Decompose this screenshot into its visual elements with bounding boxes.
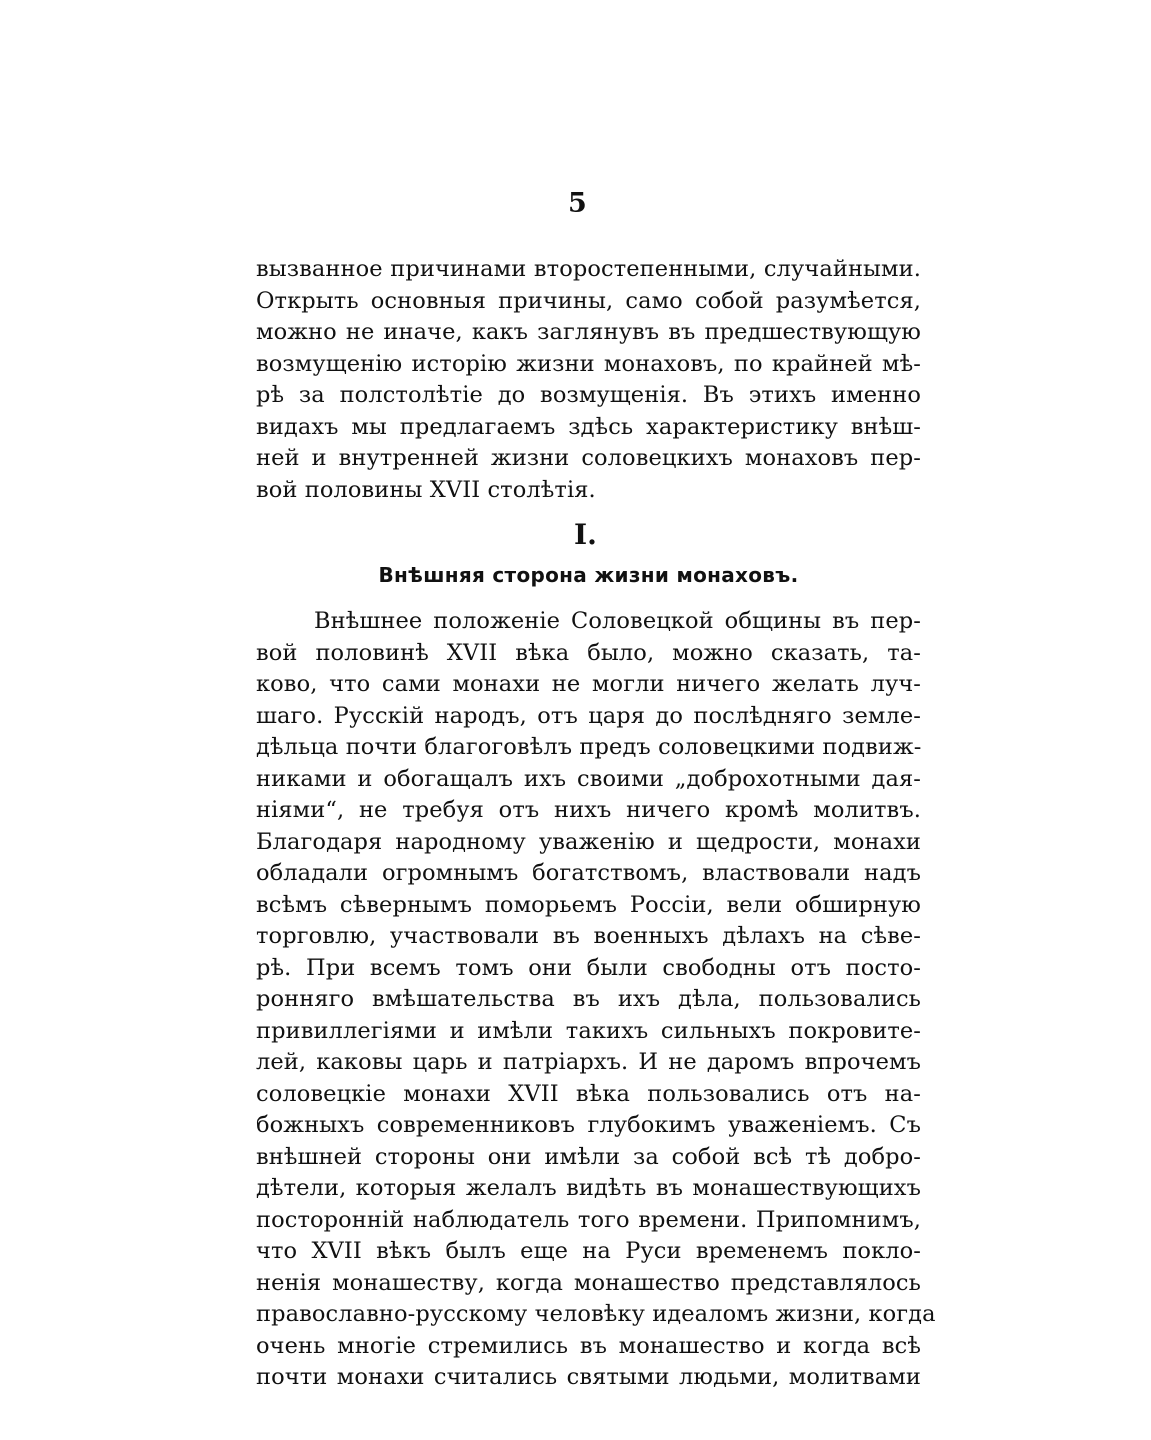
text-line: торговлю, участвовали въ военныхъ дѣлахъ на сѣве-: [256, 923, 921, 949]
text-line: можно не иначе, какъ заглянувъ въ предшествующую: [256, 319, 921, 345]
text-line: ненія монашеству, когда монашество представлялось: [256, 1269, 921, 1296]
section-title: Внѣшняя сторона жизни монаховъ.: [378, 563, 799, 587]
text-line: посторонній наблюдатель того времени. Припомнимъ,: [256, 1206, 921, 1233]
text-line: рѣ. При всемъ томъ они были свободны отъ посто-: [256, 954, 921, 981]
text-line: Внѣшнее положеніе Соловецкой общины въ пер-: [314, 608, 921, 634]
intro-paragraph: [256, 254, 921, 506]
text-line: соловецкіе монахи XVII вѣка пользовались отъ на-: [256, 1080, 921, 1107]
text-line: вой половины XVII столѣтія.: [256, 476, 596, 503]
text-line: что XVII вѣкъ былъ еще на Руси временемъ покло-: [256, 1238, 921, 1264]
page-number: 5: [568, 188, 587, 219]
text-line: очень многіе стремились въ монашество и когда всѣ: [256, 1332, 921, 1359]
text-line: Открыть основныя причины, само собой разумѣется,: [256, 287, 921, 314]
text-line: божныхъ современниковъ глубокимъ уваженіемъ. Съ: [256, 1112, 921, 1138]
text-line: вой половинѣ XVII вѣка было, можно сказать, та-: [256, 639, 921, 666]
text-line: никами и обогащалъ ихъ своими „доброхотными дая-: [256, 765, 921, 792]
text-line: ково, что сами монахи не могли ничего желать луч-: [256, 671, 921, 697]
text-line: почти монахи считались святыми людьми, молитвами: [256, 1364, 921, 1390]
text-line: ронняго вмѣшательства въ ихъ дѣла, пользовались: [256, 986, 921, 1012]
text-line: дѣтели, которыя желалъ видѣть въ монашествующихъ: [256, 1175, 921, 1201]
text-line: лей, каковы царь и патріархъ. И не даромъ впрочемъ: [256, 1049, 921, 1075]
text-line: всѣмъ сѣвернымъ поморьемъ Россіи, вели обширную: [256, 891, 921, 918]
text-line: шаго. Русскій народъ, отъ царя до послѣдняго земле-: [256, 702, 921, 729]
text-line: возмущенію исторію жизни монаховъ, по крайней мѣ-: [256, 350, 921, 377]
text-line: внѣшней стороны они имѣли за собой всѣ тѣ добро-: [256, 1143, 921, 1170]
section-number: I.: [574, 518, 597, 551]
text-line: православно-русскому человѣку идеаломъ жизни, когда: [256, 1301, 936, 1327]
text-line: видахъ мы предлагаемъ здѣсь характеристику внѣш-: [256, 413, 921, 440]
text-line: обладали огромнымъ богатствомъ, властвовали надъ: [256, 860, 921, 886]
text-line: вызванное причинами второстепенными, случайными.: [256, 256, 921, 282]
body-paragraph: [256, 606, 936, 1394]
text-line: рѣ за полстолѣтіе до возмущенія. Въ этихъ именно: [256, 382, 921, 408]
text-line: дѣльца почти благоговѣлъ предъ соловецкими подвиж-: [256, 734, 922, 760]
text-line: ней и внутренней жизни соловецкихъ монаховъ пер-: [256, 445, 921, 471]
text-line: ніями“, не требуя отъ нихъ ничего кромѣ молитвъ.: [256, 797, 921, 823]
text-line: Благодаря народному уваженію и щедрости, монахи: [256, 828, 921, 855]
text-line: привиллегіями и имѣли такихъ сильныхъ покровите-: [256, 1017, 921, 1044]
